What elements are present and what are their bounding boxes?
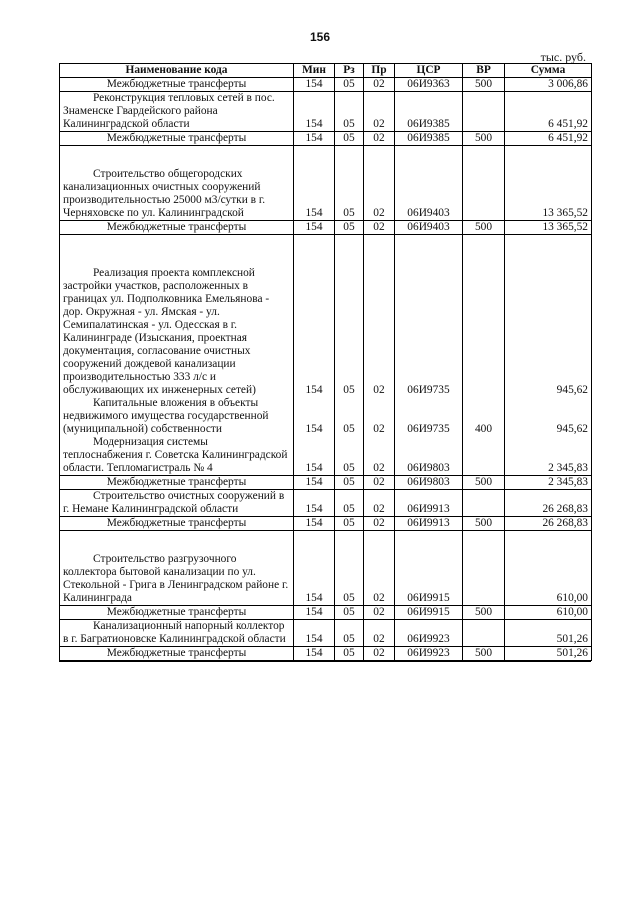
- cell-vr: [463, 146, 505, 221]
- table-row-item: [60, 146, 592, 221]
- cell-name: Межбюджетные трансферты: [60, 517, 294, 531]
- cell-sum: 610,00: [505, 531, 592, 606]
- units-label: тыс. руб.: [540, 50, 586, 64]
- cell-pr: 02: [364, 490, 395, 517]
- column-header-csr: ЦСР: [395, 64, 463, 78]
- table-row-subtotal: [60, 78, 592, 92]
- column-header-rz: Рз: [335, 64, 364, 78]
- cell-pr: 02: [364, 620, 395, 647]
- cell-name: Реализация проекта комплексной застройки участков, расположенных в границах ул. Подполковника Емельянова - дор. Окружная - ул. Ямская - ул. Семипалатинская - ул. Одесская в г. Калининграде (Изыскания, проектная документация, согласование очистных сооружений дождевой канализации производительностью 333 л/с и обслуживающих их инженерных сетей): [60, 235, 294, 398]
- cell-name: Строительство очистных сооружений в г. Немане Калининградской области: [60, 490, 294, 517]
- cell-vr: 500: [463, 606, 505, 620]
- cell-name: Межбюджетные трансферты: [60, 476, 294, 490]
- table-row-item: [60, 490, 592, 517]
- cell-sum: 6 451,92: [505, 92, 592, 132]
- cell-csr: 06И9735: [395, 235, 463, 398]
- cell-min: 154: [294, 606, 335, 620]
- cell-sum: 6 451,92: [505, 132, 592, 146]
- cell-vr: 500: [463, 132, 505, 146]
- cell-vr: [463, 92, 505, 132]
- cell-name: Межбюджетные трансферты: [60, 647, 294, 661]
- budget-table: [59, 63, 592, 661]
- cell-name: Межбюджетные трансферты: [60, 606, 294, 620]
- cell-vr: 500: [463, 517, 505, 531]
- cell-sum: 945,62: [505, 397, 592, 436]
- cell-sum: 501,26: [505, 647, 592, 661]
- cell-pr: 02: [364, 517, 395, 531]
- cell-pr: 02: [364, 235, 395, 398]
- cell-rz: 05: [335, 476, 364, 490]
- cell-vr: [463, 490, 505, 517]
- column-header-pr: Пр: [364, 64, 395, 78]
- table-row-subtotal: [60, 132, 592, 146]
- table-bottom-border: [59, 661, 591, 662]
- cell-vr: [463, 436, 505, 476]
- cell-min: 154: [294, 78, 335, 92]
- cell-min: 154: [294, 517, 335, 531]
- cell-sum: 13 365,52: [505, 146, 592, 221]
- cell-min: 154: [294, 221, 335, 235]
- cell-min: 154: [294, 531, 335, 606]
- cell-name: Канализационный напорный коллектор в г. Багратионовске Калининградской области: [60, 620, 294, 647]
- column-header-sum: Сумма: [505, 64, 592, 78]
- cell-name: Межбюджетные трансферты: [60, 221, 294, 235]
- table-row-subtotal: [60, 606, 592, 620]
- cell-csr: 06И9915: [395, 606, 463, 620]
- cell-csr: 06И9385: [395, 92, 463, 132]
- cell-rz: 05: [335, 235, 364, 398]
- cell-csr: 06И9915: [395, 531, 463, 606]
- cell-sum: 610,00: [505, 606, 592, 620]
- cell-vr: 500: [463, 221, 505, 235]
- cell-pr: 02: [364, 146, 395, 221]
- table-header-row: [60, 64, 592, 78]
- cell-sum: 3 006,86: [505, 78, 592, 92]
- cell-pr: 02: [364, 647, 395, 661]
- cell-pr: 02: [364, 92, 395, 132]
- cell-sum: 13 365,52: [505, 221, 592, 235]
- cell-name: Межбюджетные трансферты: [60, 78, 294, 92]
- cell-rz: 05: [335, 132, 364, 146]
- cell-csr: 06И9923: [395, 620, 463, 647]
- table-row-subtotal: [60, 221, 592, 235]
- cell-sum: 26 268,83: [505, 490, 592, 517]
- cell-vr: 500: [463, 476, 505, 490]
- cell-rz: 05: [335, 436, 364, 476]
- cell-min: 154: [294, 436, 335, 476]
- cell-sum: 26 268,83: [505, 517, 592, 531]
- cell-sum: 501,26: [505, 620, 592, 647]
- cell-csr: 06И9803: [395, 476, 463, 490]
- cell-min: 154: [294, 490, 335, 517]
- cell-min: 154: [294, 235, 335, 398]
- cell-min: 154: [294, 146, 335, 221]
- cell-pr: 02: [364, 436, 395, 476]
- cell-rz: 05: [335, 531, 364, 606]
- cell-rz: 05: [335, 490, 364, 517]
- table-row-subtotal: [60, 517, 592, 531]
- table-row-item: [60, 620, 592, 647]
- table-row-subtotal: [60, 476, 592, 490]
- cell-min: 154: [294, 647, 335, 661]
- cell-rz: 05: [335, 78, 364, 92]
- cell-rz: 05: [335, 397, 364, 436]
- cell-name: Межбюджетные трансферты: [60, 132, 294, 146]
- cell-csr: 06И9913: [395, 517, 463, 531]
- cell-csr: 06И9923: [395, 647, 463, 661]
- table-row-item: [60, 436, 592, 476]
- cell-csr: 06И9803: [395, 436, 463, 476]
- cell-name: Реконструкция тепловых сетей в пос. Знаменске Гвардейского района Калининградской области: [60, 92, 294, 132]
- table-row-item: [60, 235, 592, 398]
- cell-pr: 02: [364, 397, 395, 436]
- cell-csr: 06И9363: [395, 78, 463, 92]
- cell-vr: [463, 235, 505, 398]
- cell-vr: [463, 531, 505, 606]
- cell-pr: 02: [364, 531, 395, 606]
- cell-min: 154: [294, 132, 335, 146]
- column-header-min: Мин: [294, 64, 335, 78]
- cell-vr: [463, 620, 505, 647]
- cell-pr: 02: [364, 132, 395, 146]
- cell-rz: 05: [335, 221, 364, 235]
- cell-min: 154: [294, 92, 335, 132]
- cell-min: 154: [294, 476, 335, 490]
- cell-csr: 06И9913: [395, 490, 463, 517]
- cell-rz: 05: [335, 517, 364, 531]
- cell-rz: 05: [335, 92, 364, 132]
- cell-csr: 06И9735: [395, 397, 463, 436]
- cell-pr: 02: [364, 476, 395, 490]
- column-header-vr: ВР: [463, 64, 505, 78]
- cell-pr: 02: [364, 606, 395, 620]
- cell-sum: 945,62: [505, 235, 592, 398]
- table-row-item: [60, 92, 592, 132]
- cell-min: 154: [294, 620, 335, 647]
- table-row-item: [60, 531, 592, 606]
- cell-name: Строительство общегородских канализационных очистных сооружений производительностью 25000 м3/сутки в г. Черняховске по ул. Калининградской: [60, 146, 294, 221]
- table-row-item: [60, 397, 592, 436]
- cell-sum: 2 345,83: [505, 476, 592, 490]
- column-header-name: Наименование кода: [60, 64, 294, 78]
- table-row-subtotal: [60, 647, 592, 661]
- cell-pr: 02: [364, 221, 395, 235]
- cell-rz: 05: [335, 606, 364, 620]
- cell-name: Строительство разгрузочного коллектора бытовой канализации по ул. Стекольной - Грига в Ленинградском районе г. Калининграда: [60, 531, 294, 606]
- cell-csr: 06И9403: [395, 146, 463, 221]
- cell-rz: 05: [335, 146, 364, 221]
- cell-vr: 500: [463, 78, 505, 92]
- cell-vr: 500: [463, 647, 505, 661]
- cell-csr: 06И9385: [395, 132, 463, 146]
- page-number: 156: [309, 30, 331, 44]
- cell-pr: 02: [364, 78, 395, 92]
- cell-sum: 2 345,83: [505, 436, 592, 476]
- cell-rz: 05: [335, 620, 364, 647]
- cell-rz: 05: [335, 647, 364, 661]
- cell-name: Капитальные вложения в объекты недвижимого имущества государственной (муниципальной) собственности: [60, 397, 294, 436]
- cell-vr: 400: [463, 397, 505, 436]
- cell-min: 154: [294, 397, 335, 436]
- cell-csr: 06И9403: [395, 221, 463, 235]
- cell-name: Модернизация системы теплоснабжения г. Советска Калининградской области. Тепломагистраль № 4: [60, 436, 294, 476]
